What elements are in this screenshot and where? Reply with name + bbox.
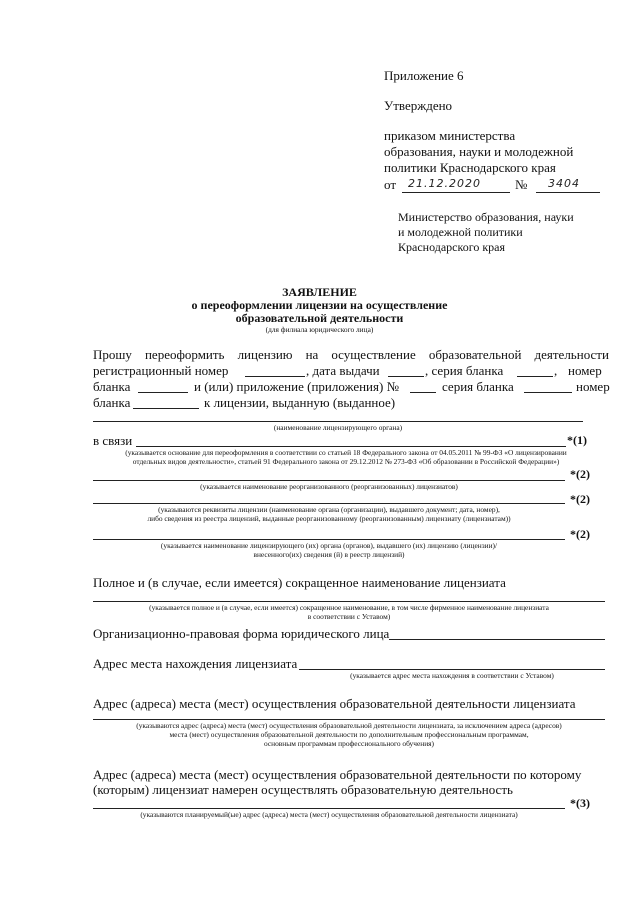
- footnote-mark-2a: *(2): [570, 467, 590, 481]
- issue-date-field[interactable]: [388, 376, 424, 377]
- order-line-2: образования, науки и молодежной: [384, 144, 574, 159]
- footnote-mark-2c: *(2): [570, 527, 590, 541]
- date-prefix: от: [384, 177, 397, 192]
- reorg-name-field[interactable]: [93, 480, 565, 481]
- footnote-mark-1: *(1): [567, 433, 587, 447]
- footnote-mark-3: *(3): [570, 796, 590, 810]
- number-prefix: №: [515, 177, 528, 192]
- request-word: деятельности: [534, 347, 609, 362]
- activity-address-caption-3: основным программам профессионального обучения): [263, 739, 435, 748]
- activity-address-label: Адрес (адреса) места (мест) осуществления образовательной деятельности лицензиата: [93, 696, 576, 711]
- reg-number-field[interactable]: [245, 376, 305, 377]
- licensing-body-caption: (наименование лицензирующего органа): [273, 423, 403, 432]
- in-connection-label: в связи: [93, 433, 133, 448]
- reorg-body-caption-2: внесенного(их) сведения (й) в реестр лицензий): [253, 550, 405, 559]
- issued-license-label: к лицензии, выданную (выданное): [204, 395, 396, 410]
- address-label: Адрес места нахождения лицензиата: [93, 656, 298, 671]
- planned-address-label-2: (которым) лицензиат намерен осуществлять образовательную деятельность: [93, 782, 513, 797]
- basis-caption-2: отдельных видов деятельности», статьей 91 Федерального закона от 29.12.2012 № 273-ФЗ «Об образовании в Российской Федерации»): [132, 457, 560, 466]
- full-name-field[interactable]: [93, 601, 605, 602]
- appendix-number-label: и (или) приложение (приложения) №: [194, 379, 399, 394]
- footnote-mark-2b: *(2): [570, 492, 590, 506]
- order-date-handwritten: 21.12.2020: [408, 177, 481, 190]
- planned-address-label-1: Адрес (адреса) места (мест) осуществления образовательной деятельности по которому: [93, 767, 582, 782]
- legal-form-field[interactable]: [389, 639, 605, 640]
- request-word: переоформить: [144, 347, 225, 362]
- legal-form-label: Организационно-правовая форма юридического лица: [93, 626, 390, 641]
- document-title: ЗАЯВЛЕНИЕ: [282, 285, 357, 299]
- address-field[interactable]: [299, 669, 605, 670]
- order-line-1: приказом министерства: [384, 128, 516, 143]
- reorg-requisites-caption-1: (указываются реквизиты лицензии (наименование органа (организации), выдавшего документ; дата, номер),: [158, 505, 500, 514]
- appendix-number2-label: номер: [576, 379, 610, 394]
- date-underline: [402, 192, 510, 193]
- reorg-name-caption: (указывается наименование реорганизованного (реорганизованных) лицензиатов): [200, 482, 458, 491]
- reorg-requisites-caption-2: либо сведения из реестра лицензий, выданные реорганизованному (реорганизованным) лицензиату (лицензиатам)): [147, 514, 511, 523]
- planned-address-field[interactable]: [93, 808, 565, 809]
- appendix-number-field[interactable]: [410, 392, 436, 393]
- issue-date-label: , дата выдачи: [306, 363, 380, 378]
- blank-number-label: номер: [568, 363, 602, 378]
- address-caption: (указывается адрес места нахождения в соответствии с Уставом): [350, 671, 554, 680]
- document-subtitle-2: образовательной деятельности: [235, 311, 404, 325]
- full-name-caption-2: в соответствии с Уставом): [307, 612, 391, 621]
- appendix-label: Приложение 6: [384, 68, 464, 83]
- full-name-caption-1: (указывается полное и (в случае, если имеется) сокращенное наименование, в том числе фирменное наименование лицензиата: [149, 603, 549, 612]
- activity-address-caption-2: места (мест) осуществления образовательной деятельности по дополнительным профессиональным программам,: [169, 730, 529, 739]
- blank-label-2: бланка: [93, 395, 131, 410]
- blank-number-field[interactable]: [138, 392, 188, 393]
- basis-caption-1: (указывается основание для переоформления в соответствии со статьей 18 Федерального закона от 04.05.2011 № 99-ФЗ «О лицензировании: [125, 448, 567, 457]
- comma: ,: [554, 363, 558, 378]
- approved-label: Утверждено: [384, 98, 453, 113]
- licensing-body-field[interactable]: [93, 421, 583, 422]
- reorg-body-caption-1: (указывается наименование лицензирующего (их) органа (органов), выдавшего (их) лицензию (лицензии)/: [160, 541, 498, 550]
- activity-address-field[interactable]: [93, 719, 605, 720]
- activity-address-caption-1: (указываются адрес (адреса) места (мест) осуществления образовательной деятельности лицензиата, за исключением адреса (адресов): [136, 721, 562, 730]
- request-word: лицензию: [237, 347, 293, 362]
- addressee-line-3: Краснодарского края: [398, 240, 506, 254]
- reg-number-label: регистрационный номер: [93, 363, 229, 378]
- blank-series-label: , серия бланка: [425, 363, 504, 378]
- document-subtitle-1: о переоформлении лицензии на осуществление: [191, 298, 448, 312]
- appendix-series-label: серия бланка: [442, 379, 514, 394]
- number-underline: [536, 192, 600, 193]
- appendix-series-field[interactable]: [524, 392, 572, 393]
- reorg-requisites-field[interactable]: [93, 503, 565, 504]
- request-word: образовательной: [428, 347, 522, 362]
- request-line-1: [93, 347, 609, 363]
- appendix-blank-field[interactable]: [133, 408, 199, 409]
- blank-label: бланка: [93, 379, 131, 394]
- request-word: на: [305, 347, 319, 362]
- addressee-line-1: Министерство образования, науки: [398, 210, 574, 224]
- order-number-handwritten: 3404: [548, 177, 580, 190]
- order-line-3: политики Краснодарского края: [384, 160, 556, 175]
- addressee-line-2: и молодежной политики: [398, 225, 523, 239]
- planned-address-caption: (указываются планируемый(ые) адрес (адреса) места (мест) осуществления образовательной деятельности лицензиата): [140, 810, 518, 819]
- full-name-label: Полное и (в случае, если имеется) сокращенное наименование лицензиата: [93, 575, 506, 590]
- reason-field[interactable]: [136, 446, 566, 447]
- request-word: осуществление: [331, 347, 416, 362]
- request-word: Прошу: [93, 347, 132, 362]
- blank-series-field[interactable]: [517, 376, 553, 377]
- reorg-body-field[interactable]: [93, 539, 565, 540]
- document-title-note: (для филиала юридического лица): [265, 325, 374, 334]
